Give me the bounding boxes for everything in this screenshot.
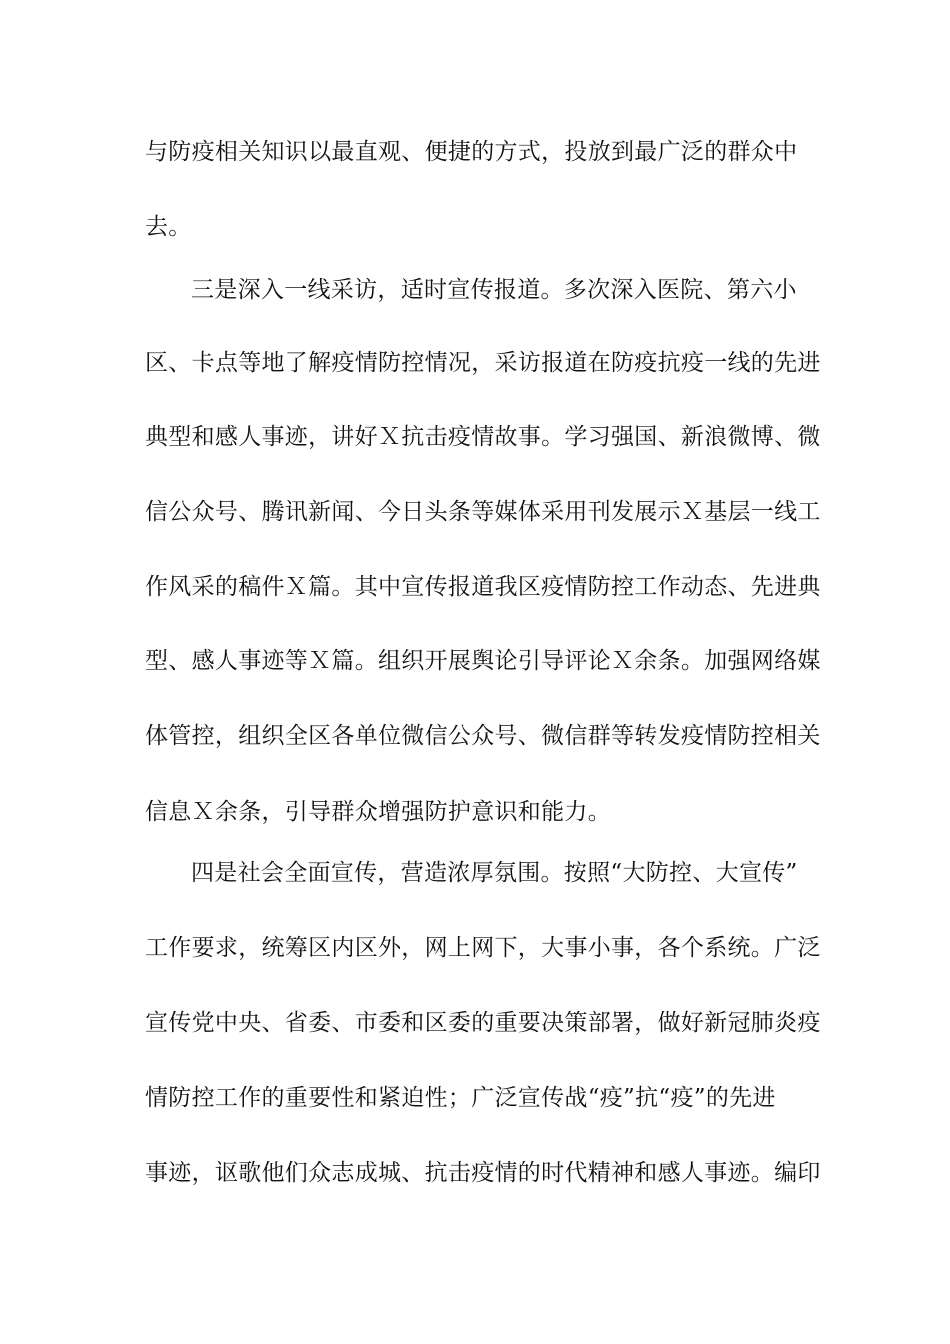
text-line: 信公众号、腾讯新闻、今日头条等媒体采用刊发展示Ｘ基层一线工 [145, 499, 821, 525]
paragraph-four-start: 四是社会全面宣传，营造浓厚氛围。按照“大防控、大宣传” [191, 860, 798, 886]
text-line: 区、卡点等地了解疫情防控情况，采访报道在防疫抗疫一线的先进 [145, 350, 821, 376]
text-line: 与防疫相关知识以最直观、便捷的方式，投放到最广泛的群众中 [145, 139, 798, 165]
paragraph-three-start: 三是深入一线采访，适时宣传报道。多次深入医院、第六小 [191, 277, 797, 303]
text-line: 工作要求，统筹区内区外，网上网下，大事小事，各个系统。广泛 [145, 935, 821, 961]
text-line: 典型和感人事迹，讲好Ｘ抗击疫情故事。学习强国、新浪微博、微 [145, 424, 821, 450]
text-line: 去。 [145, 214, 192, 240]
text-line: 型、感人事迹等Ｘ篇。组织开展舆论引导评论Ｘ余条。加强网络媒 [145, 648, 821, 674]
text-line: 事迹，讴歌他们众志成城、抗击疫情的时代精神和感人事迹。编印 [145, 1160, 821, 1186]
text-line: 情防控工作的重要性和紧迫性；广泛宣传战“疫”抗“疫”的先进 [145, 1085, 776, 1111]
text-line: 作风采的稿件Ｘ篇。其中宣传报道我区疫情防控工作动态、先进典 [145, 574, 821, 600]
text-line: 信息Ｘ余条，引导群众增强防护意识和能力。 [145, 799, 611, 825]
text-line: 体管控，组织全区各单位微信公众号、微信群等转发疫情防控相关 [145, 723, 821, 749]
text-line: 宣传党中央、省委、市委和区委的重要决策部署，做好新冠肺炎疫 [145, 1010, 821, 1036]
